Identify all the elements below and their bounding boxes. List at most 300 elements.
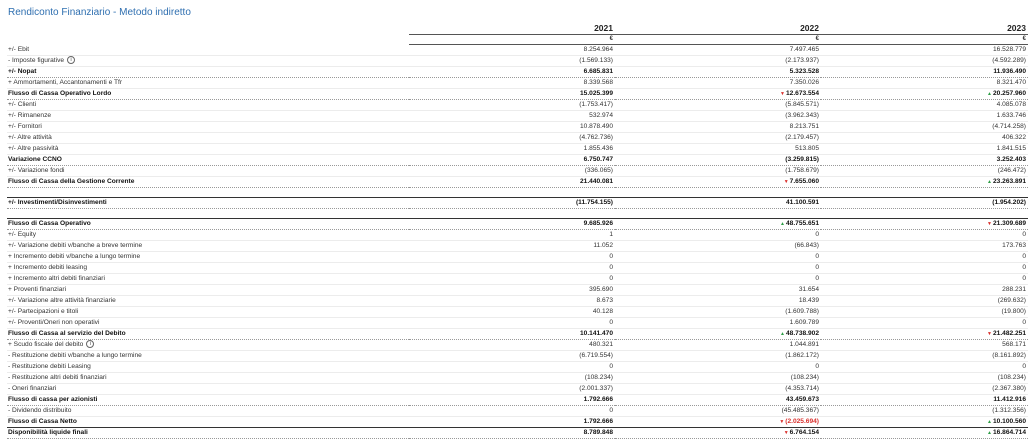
table-row: [7, 351, 1028, 362]
value-cell-2022: [615, 111, 821, 122]
row-label-cell: [7, 373, 409, 384]
cell-value: (1.753.417): [579, 101, 613, 108]
value-cell-2022: [615, 307, 821, 318]
value-cell-2021: [409, 111, 615, 122]
value-cell-2023: [821, 428, 1028, 439]
row-label: Variazione CCNO: [8, 156, 62, 163]
row-label: - Restituzione debiti Leasing: [8, 363, 91, 370]
cell-value: 0: [1022, 319, 1026, 326]
value-cell-2022: [615, 198, 821, 209]
value-cell-2021: [409, 155, 615, 166]
cell-value: 0: [609, 363, 613, 370]
value-cell-2023: [821, 230, 1028, 241]
row-label: +/- Variazione debiti v/banche a breve termine: [8, 242, 143, 249]
value-cell-2022: [615, 241, 821, 252]
info-icon[interactable]: i: [86, 340, 94, 348]
value-cell-2022: [615, 406, 821, 417]
subtotal-row: [7, 155, 1028, 166]
value-cell-2023: [821, 296, 1028, 307]
value-cell-2021: [409, 198, 615, 209]
value-cell-2021: [409, 406, 615, 417]
cell-value: 7.497.465: [789, 46, 819, 53]
cell-value: (2.173.937): [785, 57, 819, 64]
currency-label: €: [821, 35, 1028, 45]
cell-value: 0: [815, 231, 819, 238]
value-cell-2021: [409, 340, 615, 351]
cell-value: 10.878.490: [579, 123, 613, 130]
row-label-cell: [7, 177, 409, 188]
cell-value: 11.936.490: [993, 68, 1026, 75]
row-label: +/- Altre attività: [8, 134, 52, 141]
row-label-cell: [7, 155, 409, 166]
row-label: + Ammortamenti, Accantonamenti e Tfr: [8, 79, 123, 86]
row-label-cell: [7, 219, 409, 230]
value-cell-2022: [615, 318, 821, 329]
value-cell-2022: [615, 100, 821, 111]
cell-value: (4.353.714): [785, 385, 819, 392]
table-row: [7, 252, 1028, 263]
value-cell-2022: [615, 219, 821, 230]
cell-value: (2.367.380): [992, 385, 1026, 392]
year-header-2023: 2023: [821, 22, 1028, 35]
cell-value: 1.841.515: [996, 145, 1026, 152]
cell-value: 11.052: [593, 242, 613, 249]
table-row: [7, 56, 1028, 67]
cell-value: (336.065): [584, 167, 613, 174]
value-cell-2023: [821, 155, 1028, 166]
cell-value: 568.171: [1002, 341, 1026, 348]
subtotal-row: [7, 177, 1028, 188]
table-row: [7, 362, 1028, 373]
value-cell-2023: [821, 122, 1028, 133]
table-row: [7, 285, 1028, 296]
value-cell-2022: [615, 340, 821, 351]
value-cell-2023: [821, 111, 1028, 122]
table-row: [7, 230, 1028, 241]
value-cell-2021: [409, 428, 615, 439]
cell-value: 0: [609, 275, 613, 282]
value-cell-2023: [821, 373, 1028, 384]
cell-value: 288.231: [1002, 286, 1026, 293]
value-cell-2023: [821, 219, 1028, 230]
row-label-cell: [7, 144, 409, 155]
value-cell-2022: [615, 252, 821, 263]
value-cell-2022: [615, 133, 821, 144]
value-cell-2022: [615, 45, 821, 56]
cell-value: (66.843): [794, 242, 819, 249]
currency-label: €: [409, 35, 615, 45]
value-cell-2023: [821, 285, 1028, 296]
subtotal-row: [7, 219, 1028, 230]
row-label-cell: [7, 340, 409, 351]
value-cell-2022: [615, 274, 821, 285]
value-cell-2022: [615, 56, 821, 67]
cell-value: (6.719.554): [579, 352, 613, 359]
value-cell-2022: [615, 351, 821, 362]
value-cell-2022: [615, 122, 821, 133]
year-header-2021: 2021: [409, 22, 615, 35]
row-label: + Scudo fiscale del debito: [8, 341, 84, 348]
cell-value: ▲ 48.755.651: [780, 220, 819, 227]
value-cell-2023: [821, 384, 1028, 395]
cell-value: 395.690: [589, 286, 613, 293]
value-cell-2021: [409, 351, 615, 362]
value-cell-2022: [615, 428, 821, 439]
row-label-cell: [7, 230, 409, 241]
cell-value: 16.528.779: [992, 46, 1026, 53]
value-cell-2022: [615, 230, 821, 241]
cell-value: (1.954.202): [992, 199, 1026, 206]
table-row: [7, 406, 1028, 417]
row-label-cell: [7, 198, 409, 209]
cell-value: 0: [609, 407, 613, 414]
value-cell-2022: [615, 144, 821, 155]
row-label-cell: [7, 351, 409, 362]
subtotal-row: [7, 329, 1028, 340]
row-label-cell: [7, 406, 409, 417]
row-label-cell: [7, 263, 409, 274]
value-cell-2021: [409, 296, 615, 307]
cell-value: ▲ 48.738.902: [780, 330, 819, 337]
cell-value: 9.685.926: [583, 220, 613, 227]
cell-value: ▼ 7.655.060: [784, 178, 819, 185]
cell-value: 0: [1022, 275, 1026, 282]
row-label-cell: [7, 428, 409, 439]
spacer-row: [7, 188, 1028, 198]
cell-value: 1.855.436: [583, 145, 613, 152]
subtotal-row: [7, 428, 1028, 439]
cell-value: 8.673: [596, 297, 613, 304]
row-label: + Incremento debiti v/banche a lungo termine: [8, 253, 141, 260]
value-cell-2022: [615, 395, 821, 406]
value-cell-2021: [409, 274, 615, 285]
cell-value: 0: [815, 363, 819, 370]
cell-value: 1.792.666: [583, 396, 613, 403]
cell-value: (269.632): [997, 297, 1026, 304]
value-cell-2022: [615, 166, 821, 177]
row-label: +/- Altre passività: [8, 145, 59, 152]
subtotal-row: [7, 89, 1028, 100]
value-cell-2023: [821, 340, 1028, 351]
table-row: [7, 307, 1028, 318]
cell-value: ▼ 12.673.554: [780, 90, 819, 97]
row-label-cell: [7, 166, 409, 177]
cell-value: 0: [609, 253, 613, 260]
row-label: +/- Rimanenze: [8, 112, 52, 119]
value-cell-2023: [821, 78, 1028, 89]
value-cell-2023: [821, 406, 1028, 417]
row-label-cell: [7, 395, 409, 406]
table-row: [7, 263, 1028, 274]
table-row: [7, 166, 1028, 177]
table-row: [7, 340, 1028, 351]
value-cell-2023: [821, 100, 1028, 111]
value-cell-2021: [409, 417, 615, 428]
cell-value: 8.789.848: [583, 429, 613, 436]
value-cell-2021: [409, 395, 615, 406]
value-cell-2023: [821, 241, 1028, 252]
value-cell-2022: [615, 373, 821, 384]
value-cell-2021: [409, 362, 615, 373]
table-row: [7, 384, 1028, 395]
value-cell-2023: [821, 45, 1028, 56]
value-cell-2021: [409, 252, 615, 263]
cell-value: (4.762.736): [579, 134, 613, 141]
cell-value: 0: [815, 275, 819, 282]
cell-value: 1.609.789: [789, 319, 819, 326]
cell-value: (8.161.892): [992, 352, 1026, 359]
table-row: [7, 133, 1028, 144]
value-cell-2023: [821, 67, 1028, 78]
row-label-cell: [7, 241, 409, 252]
row-label-cell: [7, 45, 409, 56]
row-label-cell: [7, 274, 409, 285]
value-cell-2023: [821, 252, 1028, 263]
row-label-cell: [7, 329, 409, 340]
cell-value: (1.312.356): [992, 407, 1026, 414]
cell-value: ▼ 21.309.689: [987, 220, 1026, 227]
row-label-cell: [7, 362, 409, 373]
cell-value: 3.252.403: [996, 156, 1026, 163]
cell-value: ▼ 6.764.154: [784, 429, 819, 436]
cell-value: 8.321.470: [996, 79, 1026, 86]
cell-value: 173.763: [1002, 242, 1026, 249]
cell-value: 8.254.964: [583, 46, 613, 53]
cell-value: (11.754.155): [575, 199, 613, 206]
row-label: + Proventi finanziari: [8, 286, 67, 293]
value-cell-2021: [409, 219, 615, 230]
value-cell-2022: [615, 384, 821, 395]
table-row: [7, 45, 1028, 56]
cell-value: 1: [609, 231, 613, 238]
value-cell-2021: [409, 56, 615, 67]
value-cell-2021: [409, 45, 615, 56]
cell-value: ▼ 21.482.251: [987, 330, 1026, 337]
cell-value: 7.350.026: [789, 79, 819, 86]
cell-value: 5.323.528: [789, 68, 819, 75]
cell-value: ▲ 10.100.560: [987, 418, 1026, 425]
table-row: [7, 111, 1028, 122]
value-cell-2023: [821, 351, 1028, 362]
value-cell-2021: [409, 78, 615, 89]
value-cell-2022: [615, 177, 821, 188]
row-label: - Restituzione altri debiti finanziari: [8, 374, 107, 381]
value-cell-2021: [409, 318, 615, 329]
cell-value: (45.485.367): [781, 407, 819, 414]
cell-value: (5.845.571): [785, 101, 819, 108]
row-label: - Dividendo distribuito: [8, 407, 72, 414]
cell-value: (246.472): [997, 167, 1026, 174]
value-cell-2022: [615, 329, 821, 340]
table-row: [7, 296, 1028, 307]
row-label-cell: [7, 111, 409, 122]
row-label: - Restituzione debiti v/banche a lungo termine: [8, 352, 142, 359]
cell-value: 0: [1022, 231, 1026, 238]
row-label-cell: [7, 122, 409, 133]
row-label: Flusso di Cassa Netto: [8, 418, 77, 425]
cell-value: (4.714.258): [992, 123, 1026, 130]
table-row: [7, 318, 1028, 329]
cell-value: (1.609.788): [785, 308, 819, 315]
cell-value: 480.321: [589, 341, 613, 348]
cell-value: (2.001.337): [579, 385, 613, 392]
row-label: +/- Variazione altre attività finanziarie: [8, 297, 116, 304]
value-cell-2021: [409, 285, 615, 296]
value-cell-2021: [409, 67, 615, 78]
value-cell-2023: [821, 395, 1028, 406]
value-cell-2023: [821, 89, 1028, 100]
cell-value: 1.792.666: [583, 418, 613, 425]
cell-value: (4.592.289): [992, 57, 1026, 64]
cell-value: 31.654: [798, 286, 819, 293]
cell-value: 0: [815, 253, 819, 260]
value-cell-2022: [615, 263, 821, 274]
row-label-cell: [7, 384, 409, 395]
year-header-2022: 2022: [615, 22, 821, 35]
table-row: [7, 78, 1028, 89]
row-label: + Incremento altri debiti finanziari: [8, 275, 105, 282]
value-cell-2023: [821, 198, 1028, 209]
value-cell-2023: [821, 318, 1028, 329]
value-cell-2023: [821, 329, 1028, 340]
row-label: Flusso di Cassa al servizio del Debito: [8, 330, 126, 337]
value-cell-2023: [821, 362, 1028, 373]
currency-row: [7, 35, 1028, 45]
cell-value: 0: [1022, 264, 1026, 271]
row-label-cell: [7, 285, 409, 296]
value-cell-2021: [409, 329, 615, 340]
row-label: Flusso di cassa per azionisti: [8, 396, 98, 403]
row-label: +/- Proventi/Oneri non operativi: [8, 319, 100, 326]
value-cell-2022: [615, 285, 821, 296]
cell-value: 0: [609, 319, 613, 326]
row-label: +/- Investimenti/Disinvestimenti: [8, 199, 107, 206]
value-cell-2021: [409, 144, 615, 155]
row-label: - Imposte figurative: [8, 57, 65, 64]
value-cell-2021: [409, 263, 615, 274]
row-label: Disponibilità liquide finali: [8, 429, 88, 436]
value-cell-2021: [409, 89, 615, 100]
cell-value: (108.234): [997, 374, 1026, 381]
table-row: [7, 122, 1028, 133]
cell-value: (1.569.133): [579, 57, 613, 64]
info-icon[interactable]: i: [67, 56, 75, 64]
year-header-row: [7, 22, 1028, 35]
value-cell-2021: [409, 373, 615, 384]
row-label-cell: [7, 252, 409, 263]
cell-value: 4.085.078: [996, 101, 1026, 108]
value-cell-2021: [409, 177, 615, 188]
table-row: [7, 241, 1028, 252]
value-cell-2022: [615, 155, 821, 166]
table-row: [7, 373, 1028, 384]
table-row: [7, 274, 1028, 285]
row-label: Flusso di Cassa Operativo Lordo: [8, 90, 112, 97]
cell-value: (1.862.172): [785, 352, 819, 359]
value-cell-2023: [821, 56, 1028, 67]
row-label-cell: [7, 78, 409, 89]
row-label-cell: [7, 133, 409, 144]
currency-label: €: [615, 35, 821, 45]
row-label-cell: [7, 417, 409, 428]
row-label-cell: [7, 307, 409, 318]
row-label: +/- Fornitori: [8, 123, 42, 130]
value-cell-2023: [821, 274, 1028, 285]
cell-value: 8.339.568: [583, 79, 613, 86]
cell-value: ▲ 16.864.714: [987, 429, 1026, 436]
value-cell-2021: [409, 166, 615, 177]
value-cell-2022: [615, 67, 821, 78]
value-cell-2023: [821, 144, 1028, 155]
cell-value: ▲ 20.257.960: [987, 90, 1026, 97]
row-label-cell: [7, 56, 409, 67]
row-label: +/- Ebit: [8, 45, 30, 53]
cell-value: (2.179.457): [785, 134, 819, 141]
cell-value: 0: [1022, 253, 1026, 260]
spacer-row: [7, 209, 1028, 219]
value-cell-2021: [409, 122, 615, 133]
value-cell-2023: [821, 177, 1028, 188]
cell-value: 6.750.747: [583, 156, 613, 163]
value-cell-2021: [409, 100, 615, 111]
cell-value: 41.100.591: [785, 199, 819, 206]
cell-value: (1.758.679): [785, 167, 819, 174]
cell-value: 0: [1022, 363, 1026, 370]
cell-value: (19.800): [1001, 308, 1026, 315]
subtotal-row: [7, 395, 1028, 406]
value-cell-2022: [615, 296, 821, 307]
cell-value: ▼ (2.025.694): [779, 418, 819, 425]
row-label-cell: [7, 296, 409, 307]
label-column-header: [7, 22, 409, 35]
value-cell-2023: [821, 133, 1028, 144]
table-row: [7, 144, 1028, 155]
row-label-cell: [7, 100, 409, 111]
cell-value: 532.974: [589, 112, 613, 119]
cell-value: 8.213.751: [789, 123, 819, 130]
cell-value: 1.044.891: [789, 341, 819, 348]
cash-flow-table: [7, 22, 1028, 439]
row-label: Flusso di Cassa Operativo: [8, 220, 91, 227]
value-cell-2021: [409, 384, 615, 395]
value-cell-2023: [821, 263, 1028, 274]
row-label-cell: [7, 318, 409, 329]
table-row: [7, 100, 1028, 111]
value-cell-2021: [409, 241, 615, 252]
cell-value: 0: [609, 264, 613, 271]
cell-value: (108.234): [790, 374, 819, 381]
cell-value: 406.322: [1002, 134, 1026, 141]
value-cell-2022: [615, 78, 821, 89]
value-cell-2021: [409, 133, 615, 144]
row-label-cell: [7, 89, 409, 100]
subtotal-row: [7, 198, 1028, 209]
cell-value: 1.633.746: [996, 112, 1026, 119]
value-cell-2023: [821, 166, 1028, 177]
subtotal-row: [7, 67, 1028, 78]
page-title: Rendiconto Finanziario - Metodo indiretto: [8, 7, 191, 18]
row-label: +/- Variazione fondi: [8, 167, 65, 174]
cell-value: 6.685.831: [583, 68, 613, 75]
value-cell-2021: [409, 230, 615, 241]
subtotal-row: [7, 417, 1028, 428]
cell-value: 15.025.399: [579, 90, 613, 97]
row-label: + Incremento debiti leasing: [8, 264, 87, 271]
cell-value: 40.128: [592, 308, 613, 315]
cell-value: 21.440.081: [579, 178, 613, 185]
value-cell-2023: [821, 417, 1028, 428]
row-label-cell: [7, 67, 409, 78]
